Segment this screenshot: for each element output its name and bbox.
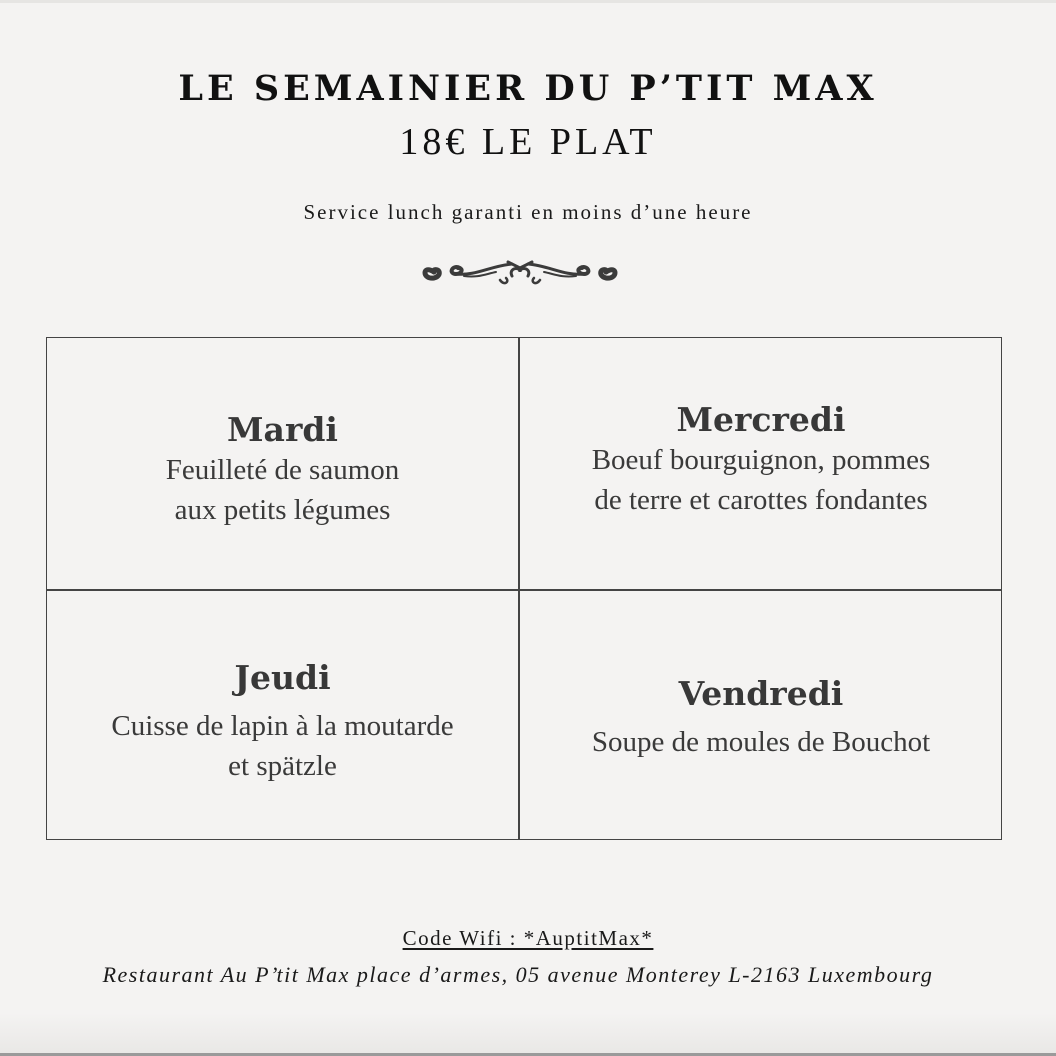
menu-cell-vendredi (519, 590, 1003, 762)
weekly-menu-grid (46, 337, 1002, 840)
dish-line: et spätzle (228, 750, 337, 782)
dish-line: Boeuf bourguignon, pommes (591, 444, 931, 476)
day-label: Jeudi (234, 658, 331, 697)
wifi-code (0, 926, 1056, 951)
menu-title: LE SEMAINIER DU P’TIT MAX (178, 68, 878, 109)
day-label: Mercredi (676, 400, 846, 439)
dish-line: de terre et carottes fondantes (594, 484, 928, 516)
menu-cell-jeudi (47, 590, 518, 786)
menu-cell-mardi (47, 338, 518, 530)
flourish-divider-icon (420, 254, 620, 290)
menu-cell-mercredi (519, 338, 1003, 520)
page-bottom-shadow (0, 1013, 1056, 1053)
dish-line: Cuisse de lapin à la moutarde (111, 710, 454, 742)
day-label: Vendredi (678, 674, 844, 713)
dish-line: Soupe de moules de Bouchot (591, 726, 931, 758)
price-subtitle: 18€ LE PLAT (399, 121, 657, 163)
day-label: Mardi (227, 410, 338, 449)
page-top-edge (0, 0, 1056, 3)
dish-line: Feuilleté de saumon (165, 454, 400, 486)
dish-line: aux petits légumes (174, 494, 391, 526)
service-tagline: Service lunch garanti en moins d’une heure (303, 200, 753, 224)
restaurant-address: Restaurant Au P’tit Max place d’armes, 05 avenue Monterey L-2163 Luxembourg (102, 962, 934, 987)
wifi-code-text: Code Wifi : *AuptitMax* (402, 926, 654, 950)
